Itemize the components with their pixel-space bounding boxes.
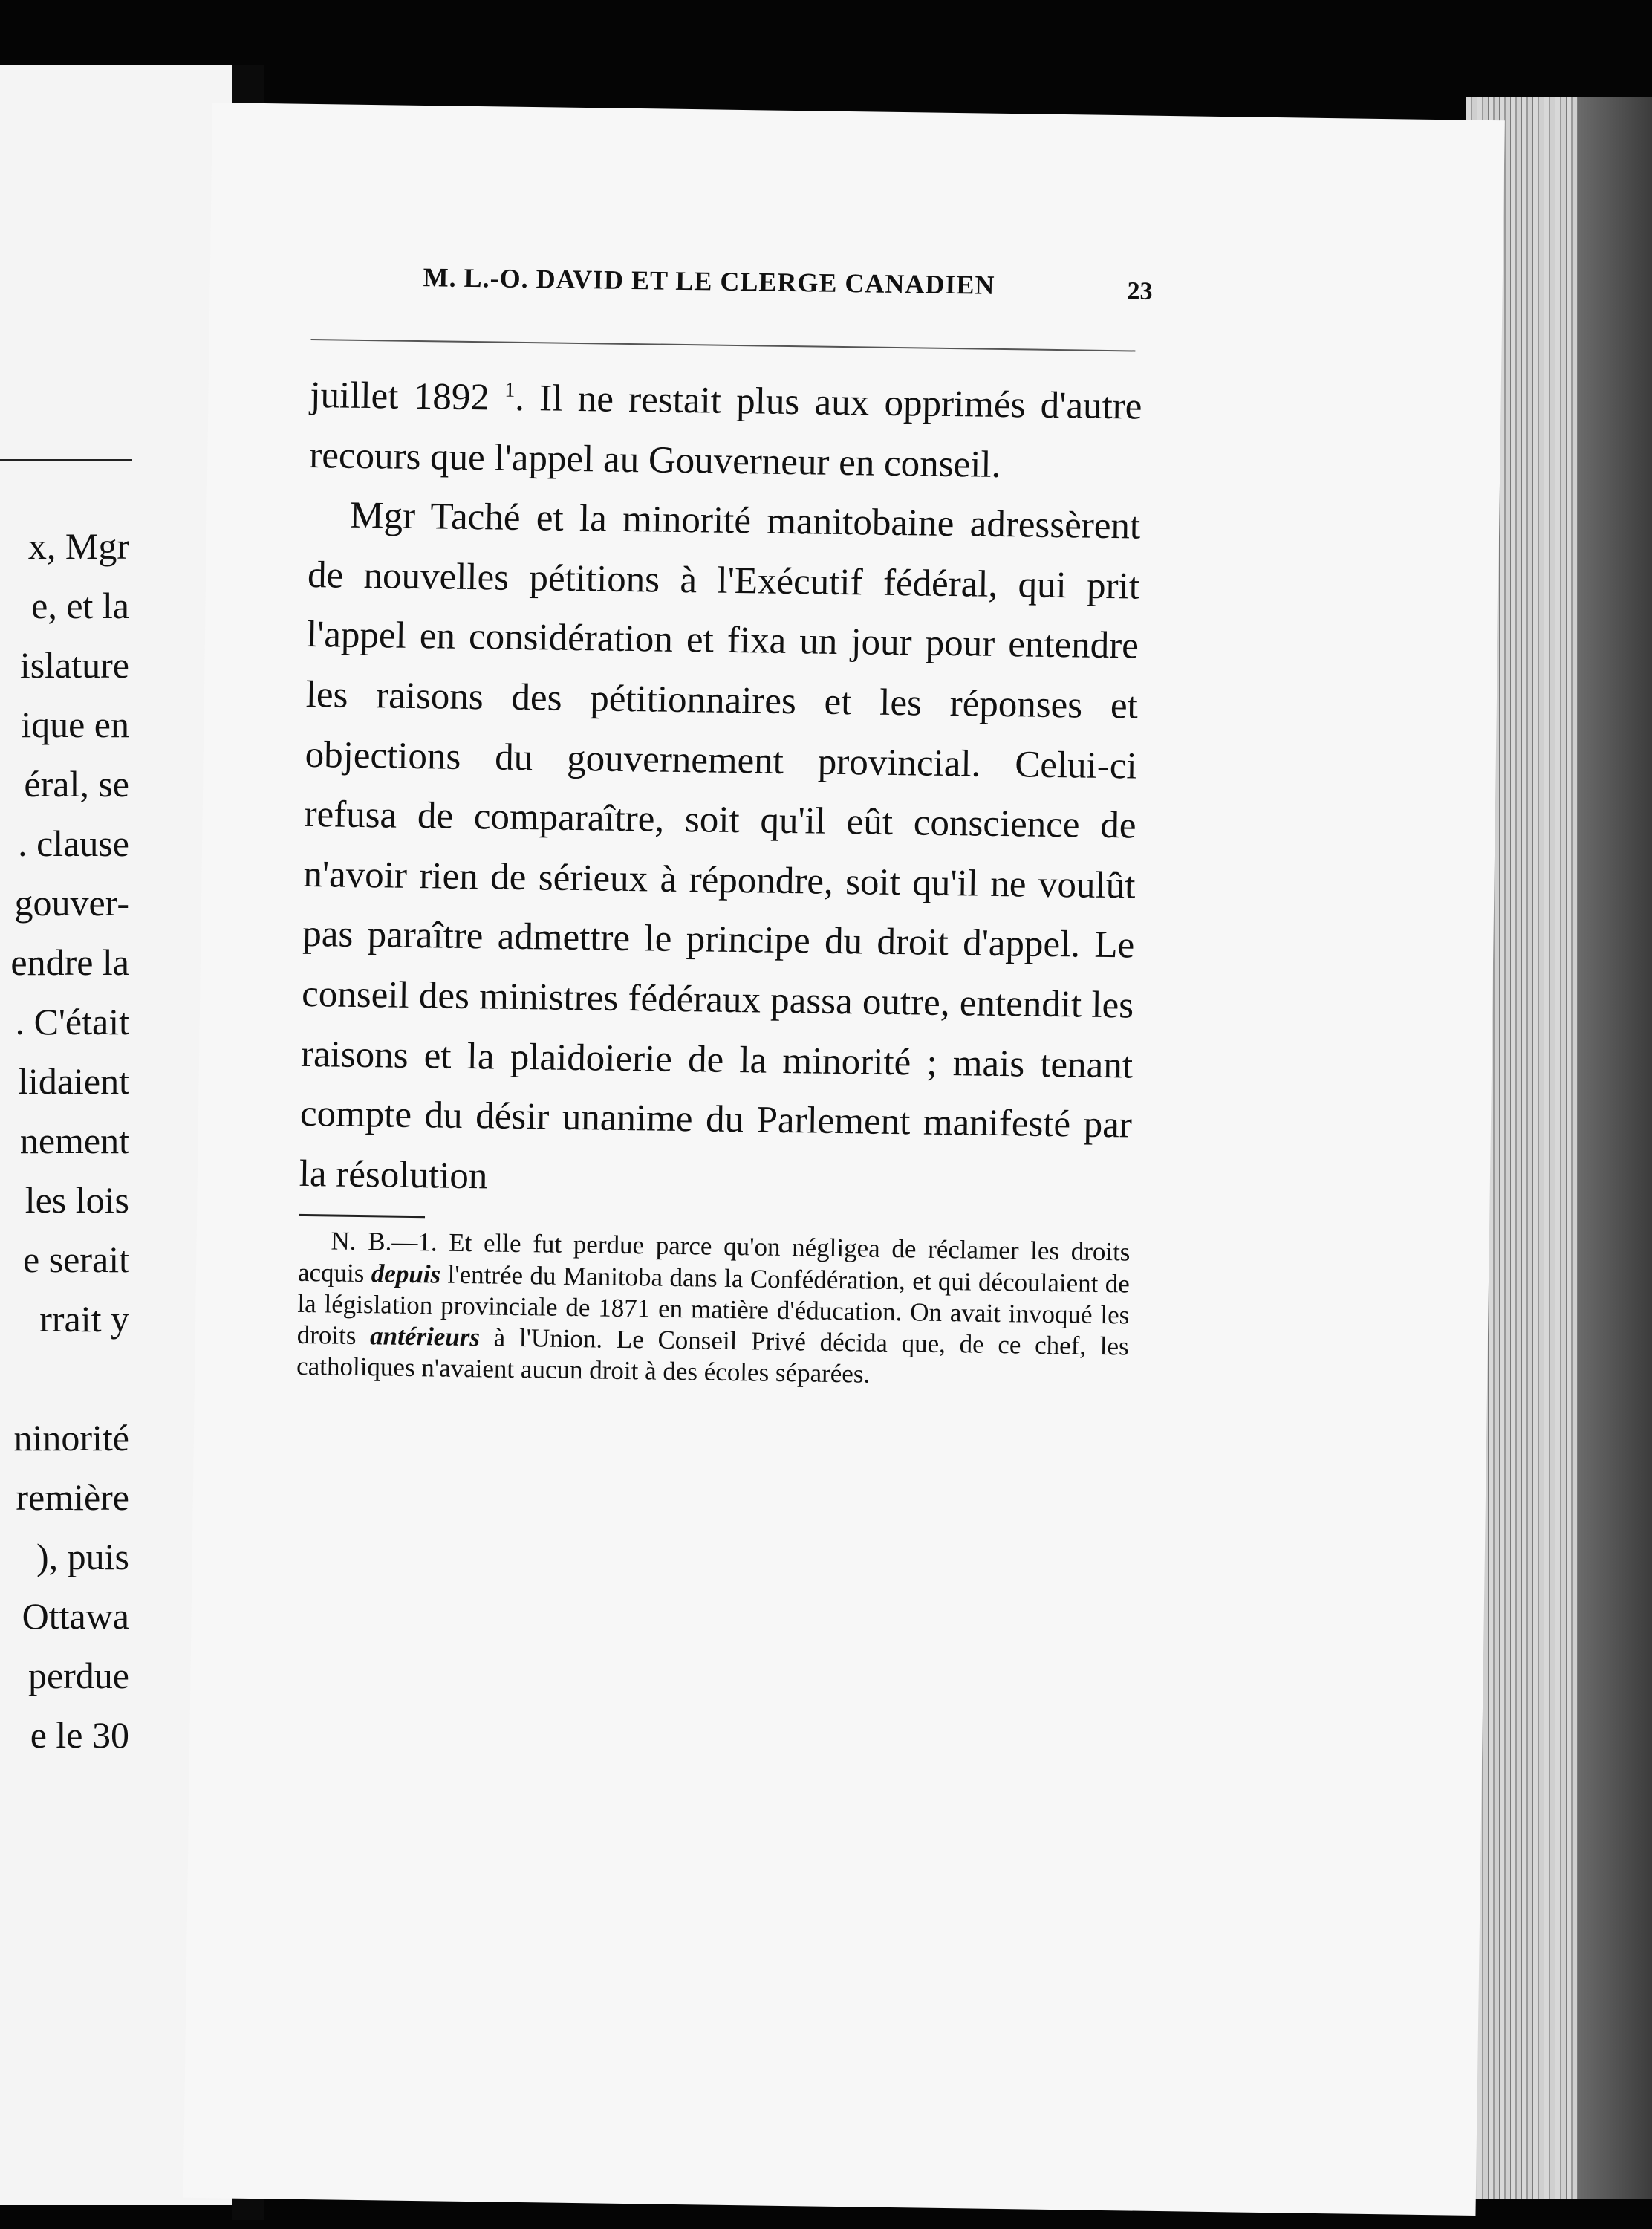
body-text (299, 366, 1142, 1216)
footnote-segment: N. B.—1. Et elle fut perdue parce qu'on négligea de réclamer les droits acquis (297, 1226, 1131, 1288)
left-page-line: ique en (21, 704, 129, 745)
header-rule (310, 339, 1135, 351)
left-page-line: x, Mgr (27, 525, 129, 567)
footnote-emphasis: depuis (371, 1258, 441, 1289)
page-number: 23 (1127, 277, 1153, 305)
running-head (311, 260, 1153, 324)
footnote-text (296, 1225, 1131, 1394)
left-page-line: e le 30 (30, 1714, 129, 1756)
left-page-line: éral, se (24, 763, 129, 805)
left-page-line: nement (19, 1120, 129, 1161)
paragraph-text: . Il ne restait plus aux opprimés d'autre recours que l'appel au Gouverneur en conseil. (308, 377, 1142, 486)
footnote (296, 1225, 1131, 1394)
left-page-line: . C'était (15, 1001, 129, 1042)
paragraph (309, 366, 1142, 497)
left-page-line: e serait (23, 1239, 129, 1280)
page-content (296, 260, 1153, 1394)
paragraph: Mgr Taché et la minorité manitobaine adressèrent de nouvelles pétitions à l'Exécutif fédéral, qui prit l'appel en considération et fixa un jour pour entendre les raisons des pétitionnaires et les réponses et objections du gouvernement provincial. Celui-ci refusa de comparaître, soit qu'il eût conscience de n'avoir rien de sérieux à répondre, soit qu'il ne voulût pas paraître admettre le principe du droit d'appel. Le conseil des ministres fédéraux passa outre, entendit les raisons et la plaidoierie de la minorité ; mais tenant compte du désir unanime du Parlement manifesté par la résolution (299, 494, 1141, 1198)
left-page-line: les lois (25, 1179, 129, 1221)
left-page-line: remière (16, 1476, 129, 1518)
footnote-segment: à l'Union. Le Conseil Privé décida que, de ce chef, les catholiques n'avaient aucun droit à des écoles séparées. (296, 1323, 1129, 1389)
page-edges-shadow (1578, 97, 1652, 2199)
left-page-line: Ottawa (22, 1595, 129, 1637)
left-page-line: ), puis (36, 1536, 129, 1577)
paragraph-text: juillet 1892 (310, 374, 490, 419)
left-page-line: ninorité (13, 1417, 129, 1459)
left-page-rule (0, 459, 132, 461)
running-title: M. L.-O. DAVID ET LE CLERGE CANADIEN (423, 262, 995, 300)
left-page-line: e, et la (31, 585, 129, 626)
left-page-line: islature (19, 644, 129, 686)
footnote-reference: 1 (504, 378, 516, 402)
left-page-line: perdue (27, 1655, 129, 1696)
footnote-segment: l'entrée du Manitoba dans la Confédération, et qui découlaient de la législation provinciale de 1871 en matière d'éducation. On avait invoqué les droits (296, 1259, 1131, 1351)
left-page-line: endre la (10, 941, 129, 983)
left-page-line: . clause (18, 823, 129, 864)
footnote-emphasis: antérieurs (369, 1321, 481, 1352)
left-page-line: gouver- (14, 882, 129, 924)
left-page-line: rrait y (39, 1298, 129, 1340)
left-page-line: lidaient (18, 1060, 129, 1102)
footnote-rule (299, 1214, 425, 1218)
